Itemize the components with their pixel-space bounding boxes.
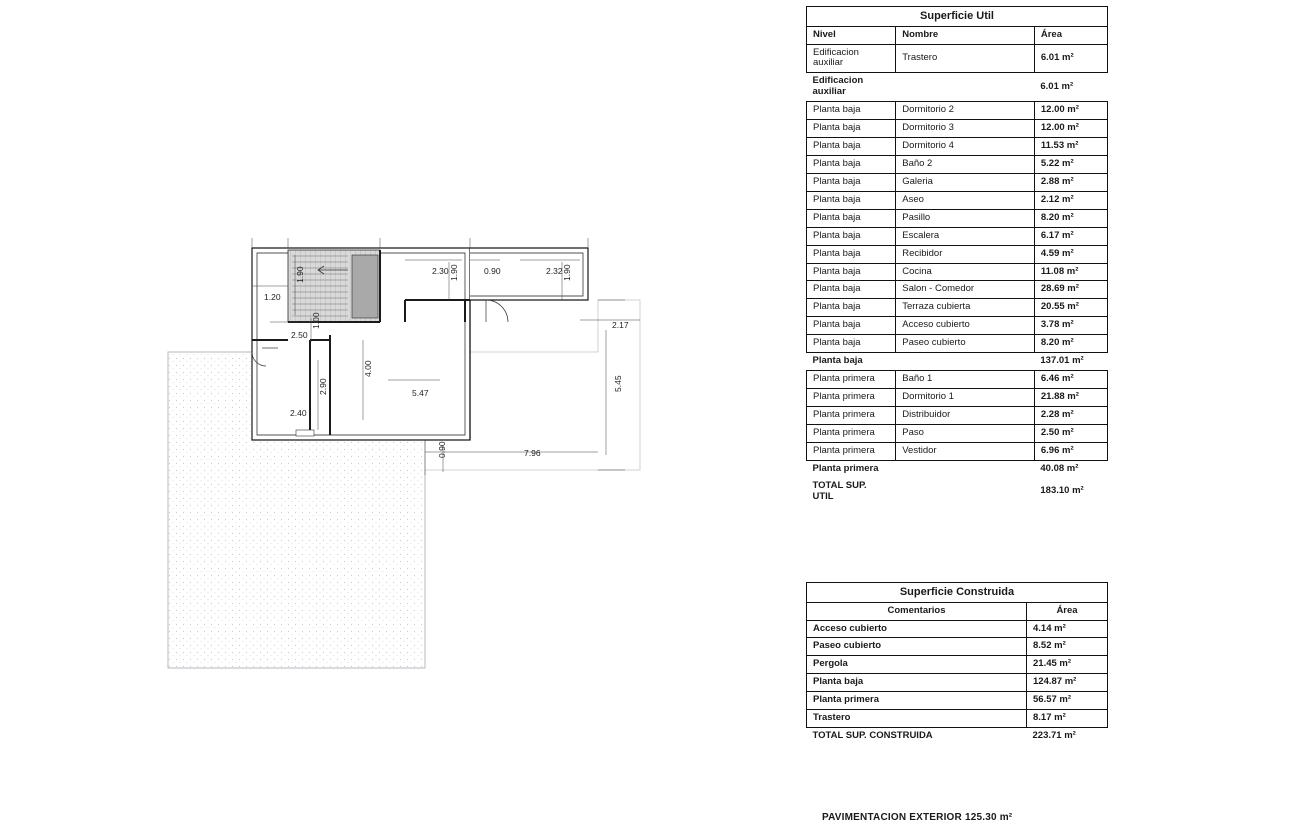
cell-nombre: Vestidor: [896, 442, 1035, 460]
constr-col-comentarios: Comentarios: [807, 602, 1027, 620]
cell-nivel: Planta baja: [807, 191, 896, 209]
table-row: [807, 620, 1108, 638]
table-row: [807, 353, 1108, 371]
cell-area: 40.08 m²: [1040, 462, 1079, 474]
cell-nivel: Planta baja: [807, 317, 896, 335]
cell-nombre: Dormitorio 2: [896, 102, 1035, 120]
cell-area: 6.46 m²: [1034, 371, 1107, 389]
table-row: [807, 442, 1108, 460]
cell-nivel: Planta baja: [812, 355, 863, 367]
cell-nombre: Galeria: [896, 173, 1035, 191]
cell-area: 5.22 m²: [1034, 156, 1107, 174]
cell-nombre: [896, 478, 1035, 506]
cell-area: 124.87 m²: [1027, 674, 1108, 692]
cell-nombre: Dormitorio 4: [896, 138, 1035, 156]
cell-nivel: Planta baja: [807, 245, 896, 263]
cell-nivel: Planta primera: [812, 462, 879, 474]
util-rows-body: [807, 44, 1108, 505]
cell-nivel: Edificacion auxiliar: [812, 75, 864, 98]
dimension-label: 2.17: [612, 320, 629, 330]
table-row: [807, 335, 1108, 353]
table-row: [807, 638, 1108, 656]
cell-nombre: Paso: [896, 424, 1035, 442]
pavimentacion-note: PAVIMENTACION EXTERIOR 125.30 m²: [822, 812, 1013, 823]
cell-nivel: Planta baja: [807, 138, 896, 156]
cell-area: 137.01 m²: [1040, 355, 1084, 367]
cell-area: 11.53 m²: [1034, 138, 1107, 156]
cell-area: 56.57 m²: [1027, 692, 1108, 710]
cell-nombre: Dormitorio 3: [896, 120, 1035, 138]
dimension-label: 1.20: [264, 292, 281, 302]
table-row: [807, 674, 1108, 692]
cell-area: 2.28 m²: [1034, 406, 1107, 424]
cell-nombre: Dormitorio 1: [896, 389, 1035, 407]
constr-title: Superficie Construida: [807, 583, 1108, 603]
table-row: [807, 406, 1108, 424]
superficie-util-table: [806, 6, 1108, 505]
cell-comentario: Acceso cubierto: [807, 620, 1027, 638]
cell-area: 12.00 m²: [1034, 102, 1107, 120]
cell-area: 8.20 m²: [1034, 209, 1107, 227]
cell-area: 6.01 m²: [1040, 80, 1074, 92]
table-row: [807, 299, 1108, 317]
cell-comentario: Pergola: [807, 656, 1027, 674]
table-row: [807, 156, 1108, 174]
cell-nombre: Recibidor: [896, 245, 1035, 263]
cell-nivel: Planta primera: [807, 424, 896, 442]
table-row: [807, 73, 1108, 102]
dimension-label: 2.30: [432, 266, 449, 276]
cell-nombre: Baño 1: [896, 371, 1035, 389]
cell-nivel: Edificacion auxiliar: [807, 44, 896, 73]
cell-area: 4.14 m²: [1027, 620, 1108, 638]
cell-nivel: Planta primera: [807, 406, 896, 424]
cell-nombre: Paseo cubierto: [896, 335, 1035, 353]
cell-comentario: Planta primera: [807, 692, 1027, 710]
cell-area: 11.08 m²: [1034, 263, 1107, 281]
dimension-label: 2.50: [291, 330, 308, 340]
cell-area: 8.52 m²: [1027, 638, 1108, 656]
staircase: [288, 250, 380, 322]
cell-area: 2.88 m²: [1034, 173, 1107, 191]
dimension-label: 1.90: [562, 264, 572, 281]
table-row: [807, 138, 1108, 156]
table-row: [807, 102, 1108, 120]
table-row: [807, 281, 1108, 299]
cell-comentario: Paseo cubierto: [807, 638, 1027, 656]
cell-nivel: Planta baja: [807, 120, 896, 138]
superficie-construida-table: [806, 582, 1108, 745]
cell-area: 3.78 m²: [1034, 317, 1107, 335]
cell-area: 223.71 m²: [1032, 730, 1076, 742]
cell-nombre: [896, 73, 1035, 102]
cell-nivel: Planta baja: [807, 335, 896, 353]
table-row: [807, 173, 1108, 191]
cell-nombre: Acceso cubierto: [896, 317, 1035, 335]
cell-area: 6.17 m²: [1034, 227, 1107, 245]
dimension-label: 7.96: [524, 448, 541, 458]
cell-nivel: TOTAL SUP. UTIL: [812, 479, 867, 502]
cell-nombre: Distribuidor: [896, 406, 1035, 424]
dimension-label: 0.90: [484, 266, 501, 276]
cell-nivel: Planta baja: [807, 263, 896, 281]
dimension-label: 5.47: [412, 388, 429, 398]
cell-nivel: Planta baja: [807, 173, 896, 191]
cell-area: 4.59 m²: [1034, 245, 1107, 263]
table-row: [807, 191, 1108, 209]
table-row: [807, 371, 1108, 389]
table-row: [807, 227, 1108, 245]
table-row: [807, 389, 1108, 407]
dimension-label: 2.90: [318, 378, 328, 395]
table-row: [807, 44, 1108, 73]
dimension-label: 2.40: [290, 408, 307, 418]
table-row: [807, 728, 1108, 745]
cell-nombre: Cocina: [896, 263, 1035, 281]
cell-nivel: Planta baja: [807, 209, 896, 227]
cell-comentario: Planta baja: [807, 674, 1027, 692]
table-row: [807, 317, 1108, 335]
cell-area: 21.88 m²: [1034, 389, 1107, 407]
dimension-label: 1.90: [295, 266, 305, 283]
cell-area: 8.17 m²: [1027, 710, 1108, 728]
dimension-label: 1.90: [449, 264, 459, 281]
dimension-label: 2.32: [546, 266, 563, 276]
util-col-nivel: Nivel: [807, 26, 896, 44]
cell-nivel: Planta baja: [807, 102, 896, 120]
dimension-label: 4.00: [363, 360, 373, 377]
dimension-label: 5.45: [613, 375, 623, 392]
cell-nivel: Planta primera: [807, 371, 896, 389]
cell-area: 21.45 m²: [1027, 656, 1108, 674]
table-row: [807, 424, 1108, 442]
constr-column-headers: [807, 602, 1108, 620]
cell-nivel: Planta baja: [807, 156, 896, 174]
util-column-headers: [807, 26, 1108, 44]
cell-nivel: Planta baja: [807, 299, 896, 317]
cell-nombre: [896, 353, 1035, 371]
cell-area: 28.69 m²: [1034, 281, 1107, 299]
util-col-area: Área: [1034, 26, 1107, 44]
cell-nombre: Trastero: [896, 44, 1035, 73]
cell-area: 6.96 m²: [1034, 442, 1107, 460]
cell-area: 2.50 m²: [1034, 424, 1107, 442]
cell-area: 183.10 m²: [1040, 485, 1084, 497]
cell-nombre: Terraza cubierta: [896, 299, 1035, 317]
table-row: [807, 478, 1108, 506]
util-title: Superficie Util: [807, 7, 1108, 27]
table-row: [807, 245, 1108, 263]
cell-comentario: Trastero: [807, 710, 1027, 728]
dimension-label: 1.00: [311, 312, 321, 329]
table-row: [807, 692, 1108, 710]
table-row: [807, 460, 1108, 477]
table-row: [807, 120, 1108, 138]
table-row: [807, 209, 1108, 227]
cell-nombre: Baño 2: [896, 156, 1035, 174]
constr-col-area: Área: [1027, 602, 1108, 620]
cell-nombre: Salon - Comedor: [896, 281, 1035, 299]
cell-nombre: [896, 460, 1035, 477]
util-title-row: [807, 7, 1108, 27]
cell-nivel: Planta primera: [807, 442, 896, 460]
constr-title-row: [807, 583, 1108, 603]
util-col-nombre: Nombre: [896, 26, 1035, 44]
constr-rows-body: [807, 620, 1108, 745]
dimension-label: 0.90: [437, 441, 447, 458]
superficie-construida-panel: [806, 582, 1108, 745]
table-row: [807, 263, 1108, 281]
cell-area: 2.12 m²: [1034, 191, 1107, 209]
cell-comentario: TOTAL SUP. CONSTRUIDA: [812, 730, 933, 742]
cell-nivel: Planta primera: [807, 389, 896, 407]
cell-area: 12.00 m²: [1034, 120, 1107, 138]
cell-nombre: Aseo: [896, 191, 1035, 209]
cell-area: 6.01 m²: [1034, 44, 1107, 73]
superficie-util-panel: [806, 6, 1108, 505]
cell-nombre: Escalera: [896, 227, 1035, 245]
cell-nombre: Pasillo: [896, 209, 1035, 227]
cell-nivel: Planta baja: [807, 281, 896, 299]
table-row: [807, 710, 1108, 728]
table-row: [807, 656, 1108, 674]
cell-area: 20.55 m²: [1034, 299, 1107, 317]
cell-nivel: Planta baja: [807, 227, 896, 245]
cell-area: 8.20 m²: [1034, 335, 1107, 353]
